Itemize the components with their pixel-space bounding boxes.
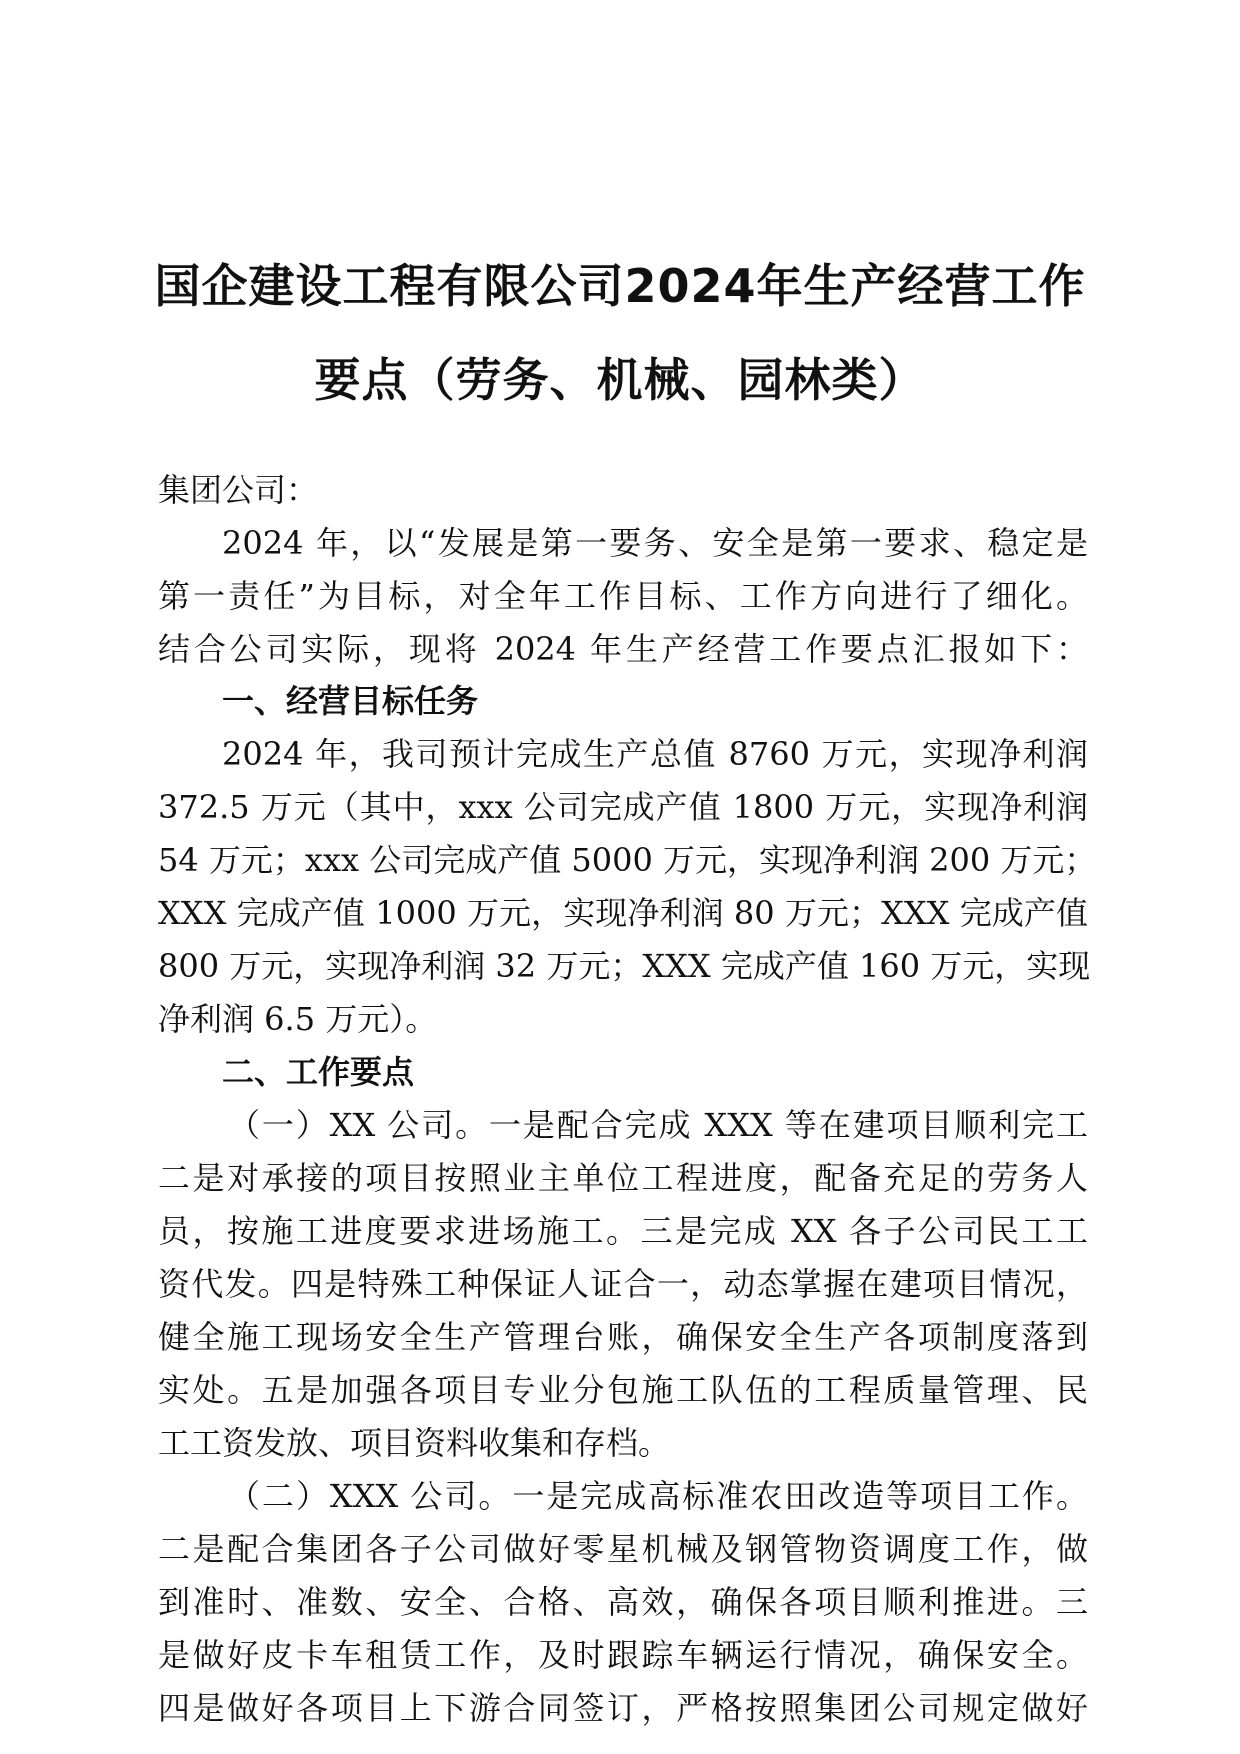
body-line: 是做好皮卡车租赁工作，及时跟踪车辆运行情况，确保安全。 xyxy=(158,1636,1088,1674)
body-line: 实处。五是加强各项目专业分包施工队伍的工程质量管理、民 xyxy=(158,1371,1088,1409)
body-line: 二是配合集团各子公司做好零星机械及钢管物资调度工作，做 xyxy=(158,1530,1088,1568)
salutation: 集团公司： xyxy=(158,471,319,509)
intro-line: 第一责任”为目标，对全年工作目标、工作方向进行了细化。 xyxy=(158,577,1088,615)
document-title-line-2: 要点（劳务、机械、园林类） xyxy=(314,353,926,407)
body-line: XXX 完成产值 1000 万元，实现净利润 80 万元；XXX 完成产值 xyxy=(158,894,1088,932)
body-line: （二）XXX 公司。一是完成高标准农田改造等项目工作。 xyxy=(228,1477,1088,1515)
body-line: 健全施工现场安全生产管理台账，确保安全生产各项制度落到 xyxy=(158,1318,1088,1356)
body-line: 员，按施工进度要求进场施工。三是完成 XX 各子公司民工工 xyxy=(158,1212,1088,1250)
body-line: 54 万元；xxx 公司完成产值 5000 万元，实现净利润 200 万元； xyxy=(158,841,1097,879)
body-line: 到准时、准数、安全、合格、高效，确保各项目顺利推进。三 xyxy=(158,1583,1088,1621)
section-heading-2: 二、工作要点 xyxy=(222,1053,415,1091)
body-line: 二是对承接的项目按照业主单位工程进度，配备充足的劳务人 xyxy=(158,1159,1088,1197)
body-line: 净利润 6.5 万元）。 xyxy=(158,1000,438,1038)
body-line: 2024 年，我司预计完成生产总值 8760 万元，实现净利润 xyxy=(222,735,1088,773)
section-heading-1: 一、经营目标任务 xyxy=(222,682,479,720)
body-line: 800 万元，实现净利润 32 万元；XXX 完成产值 160 万元，实现 xyxy=(158,947,1091,985)
body-line: （一）XX 公司。一是配合完成 XXX 等在建项目顺利完工 xyxy=(228,1106,1088,1144)
document-title-line-1: 国企建设工程有限公司2024年生产经营工作 xyxy=(154,259,1086,313)
body-line: 四是做好各项目上下游合同签订，严格按照集团公司规定做好 xyxy=(158,1689,1088,1727)
intro-line: 2024 年，以“发展是第一要务、安全是第一要求、稳定是 xyxy=(222,524,1088,562)
body-line: 工工资发放、项目资料收集和存档。 xyxy=(158,1424,671,1462)
body-line: 372.5 万元（其中，xxx 公司完成产值 1800 万元，实现净利润 xyxy=(158,788,1088,826)
intro-line: 结合公司实际，现将 2024 年生产经营工作要点汇报如下： xyxy=(158,630,1088,668)
body-line: 资代发。四是特殊工种保证人证合一，动态掌握在建项目情况， xyxy=(158,1265,1088,1303)
